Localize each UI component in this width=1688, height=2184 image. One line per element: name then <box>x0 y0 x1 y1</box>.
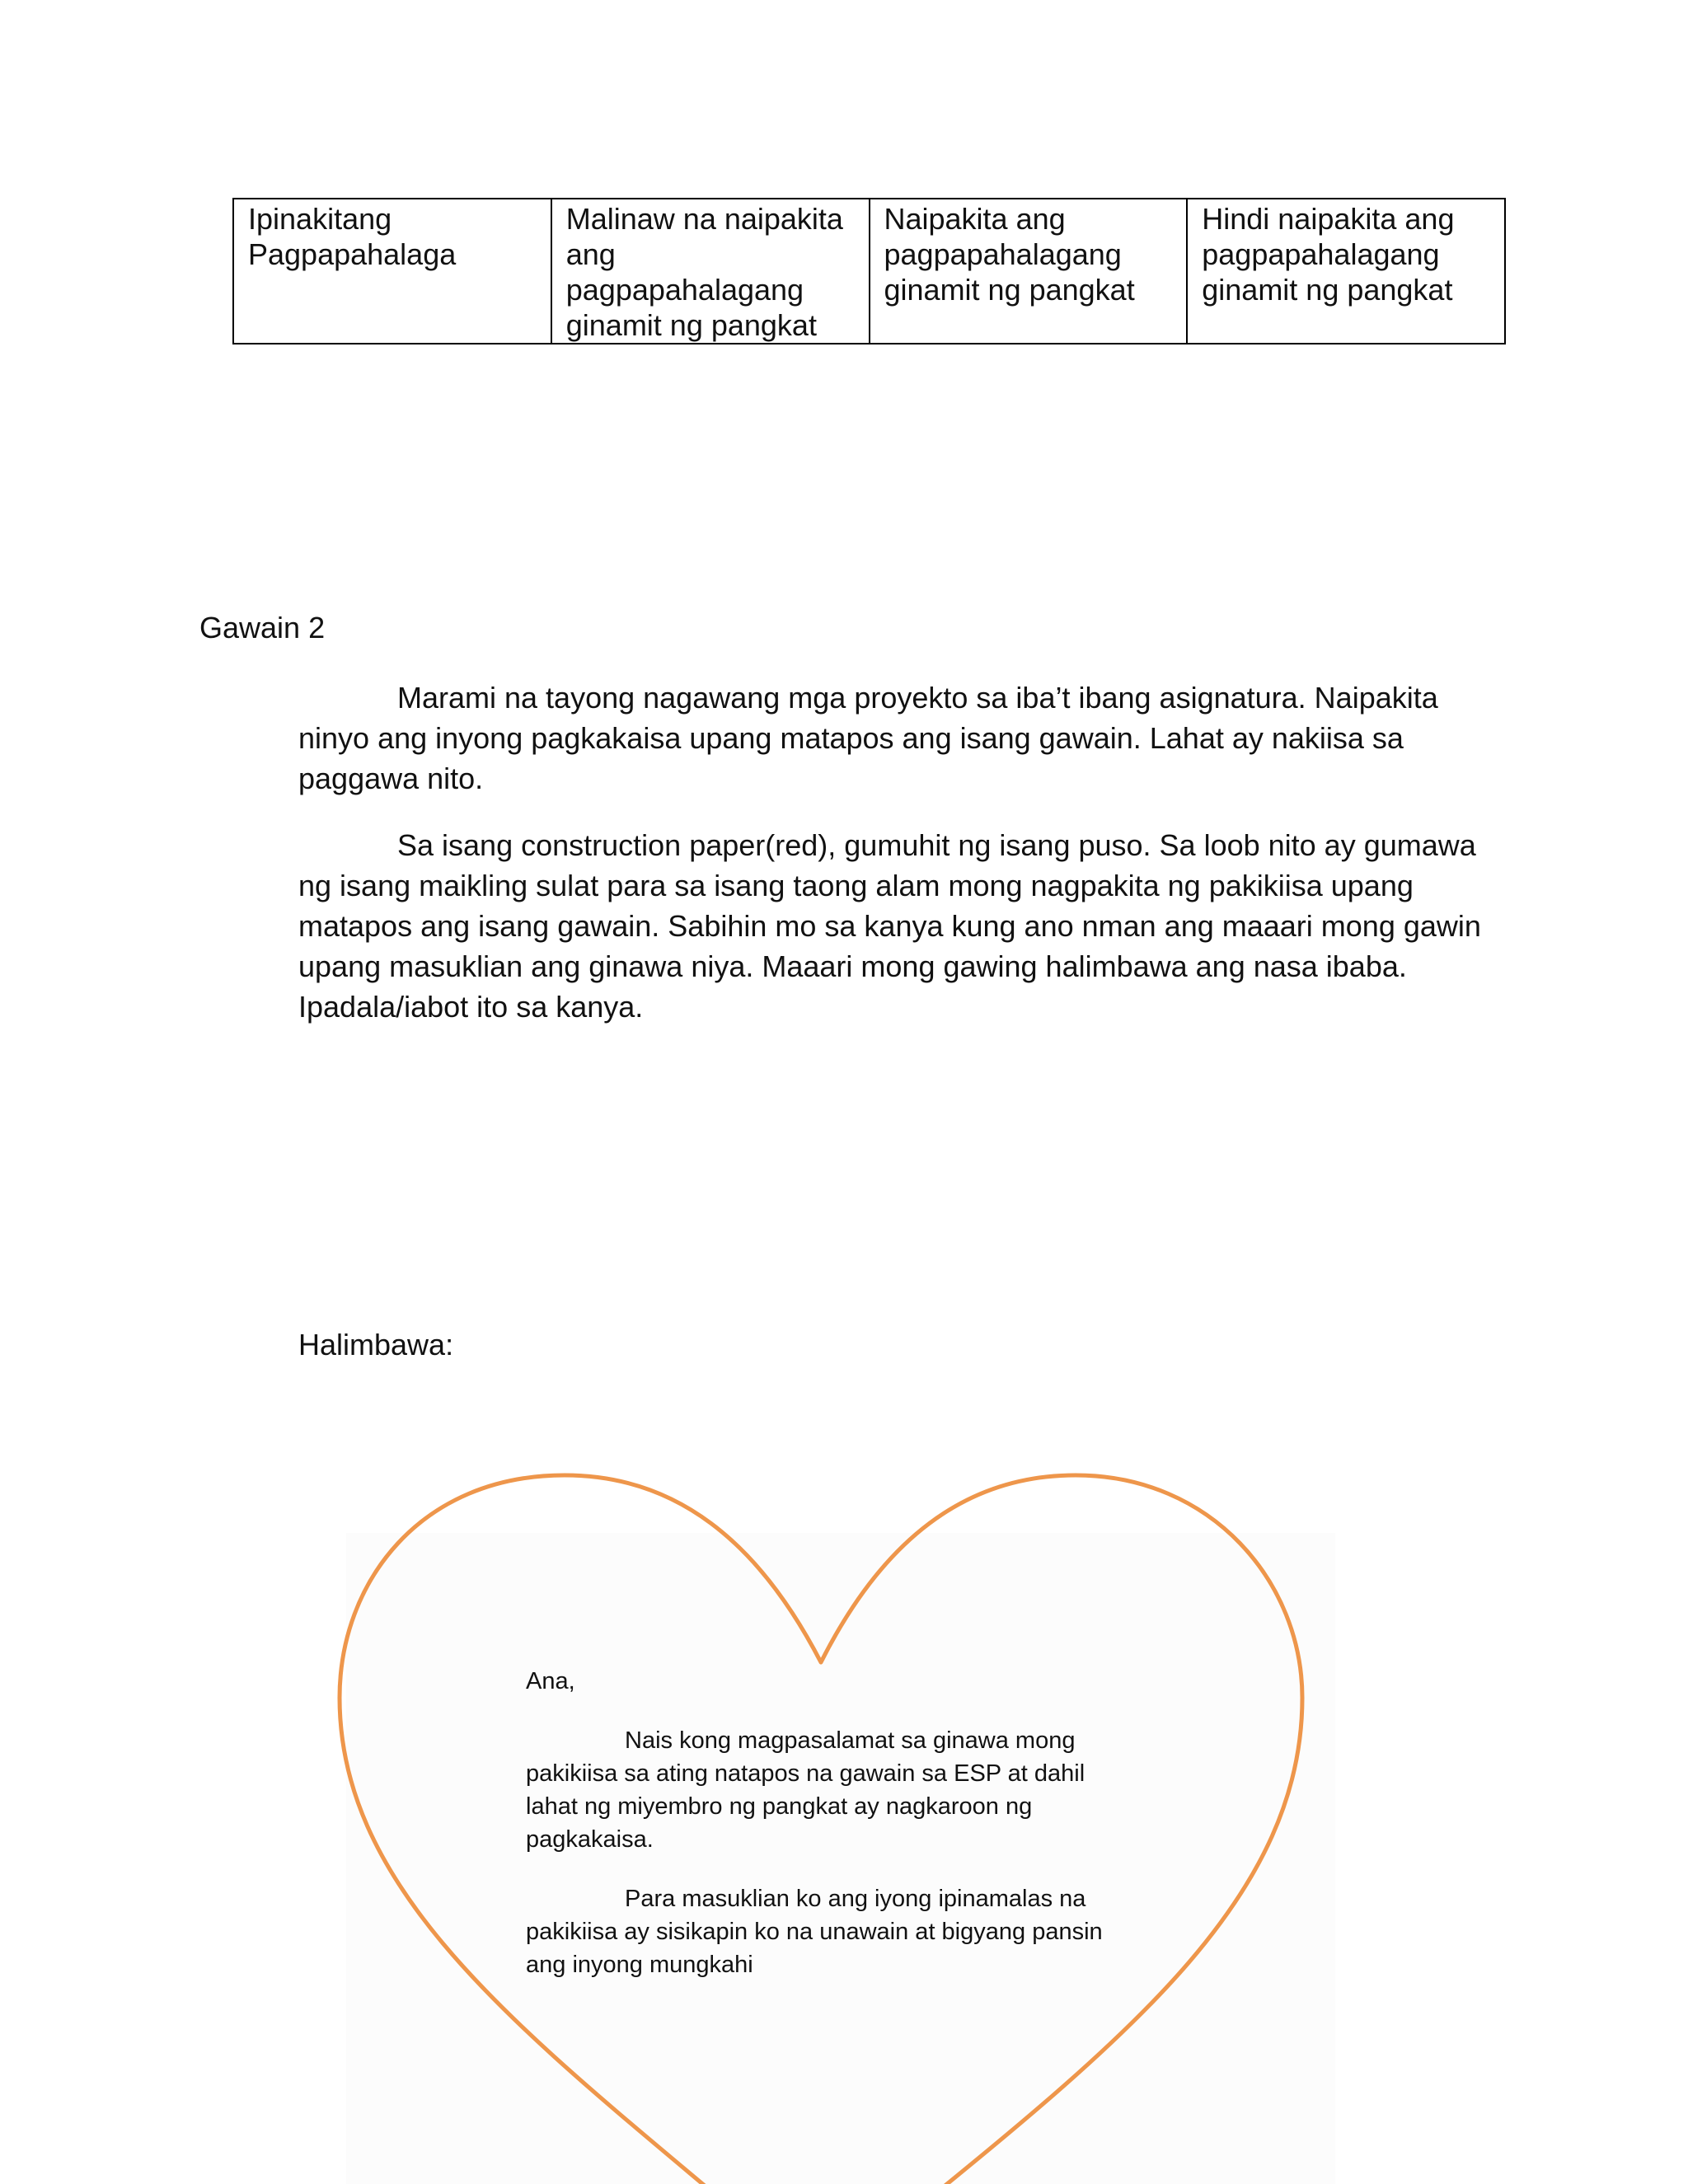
rubric-level-high-cell: Malinaw na naipakita ang pagpapahalagang ginamit ng pangkat <box>551 199 870 344</box>
letter-paragraph-2 <box>526 1882 1111 1981</box>
letter-paragraph-2-text: Para masuklian ko ang iyong ipinamalas na pakikiisa ay sisikapin ko na unawain at bigyang pansin ang inyong mungkahi <box>526 1886 1103 1978</box>
rubric-criterion-cell: Ipinakitang Pagpapahalaga <box>233 199 551 344</box>
letter-greeting: Ana, <box>526 1668 575 1694</box>
letter-paragraph-1-text: Nais kong magpasalamat sa ginawa mong pakikiisa sa ating natapos na gawain sa ESP at dahil lahat ng miyembro ng pangkat ay nagkaroon ng pagkakaisa. <box>526 1727 1085 1853</box>
heart-letter-figure <box>313 1434 1352 2184</box>
section-title: Gawain 2 <box>199 611 326 644</box>
instruction-paragraph-1 <box>298 677 1485 799</box>
letter-body <box>526 1665 1111 1978</box>
instruction-paragraph-2 <box>298 825 1485 1027</box>
instruction-paragraph-1-text: Marami na tayong nagawang mga proyekto sa iba’t ibang asignatura. Naipakita ninyo ang inyong pagkakaisa upang matapos ang isang gawain. Lahat ay nakiisa sa paggawa nito. <box>298 681 1438 795</box>
rubric-level-mid-cell: Naipakita ang pagpapahalagang ginamit ng pangkat <box>870 199 1188 344</box>
table-row <box>233 199 1505 344</box>
rubric-level-low-cell: Hindi naipakita ang pagpapahalagang ginamit ng pangkat <box>1187 199 1505 344</box>
rubric-table <box>232 198 1506 344</box>
example-label: Halimbawa: <box>298 1328 454 1361</box>
letter-paragraph-1 <box>526 1724 1111 1856</box>
instruction-paragraph-2-text: Sa isang construction paper(red), gumuhit ng isang puso. Sa loob nito ay gumawa ng isang maikling sulat para sa isang taong alam mong nagpakita ng pakikiisa upang matapos ang isang gawain. Sabihin mo sa kanya kung ano nman ang maaari mong gawin upang masuklian ang ginawa niya. Maaari mong gawing halimbawa ang nasa ibaba. Ipadala/iabot ito sa kanya. <box>298 828 1481 1024</box>
